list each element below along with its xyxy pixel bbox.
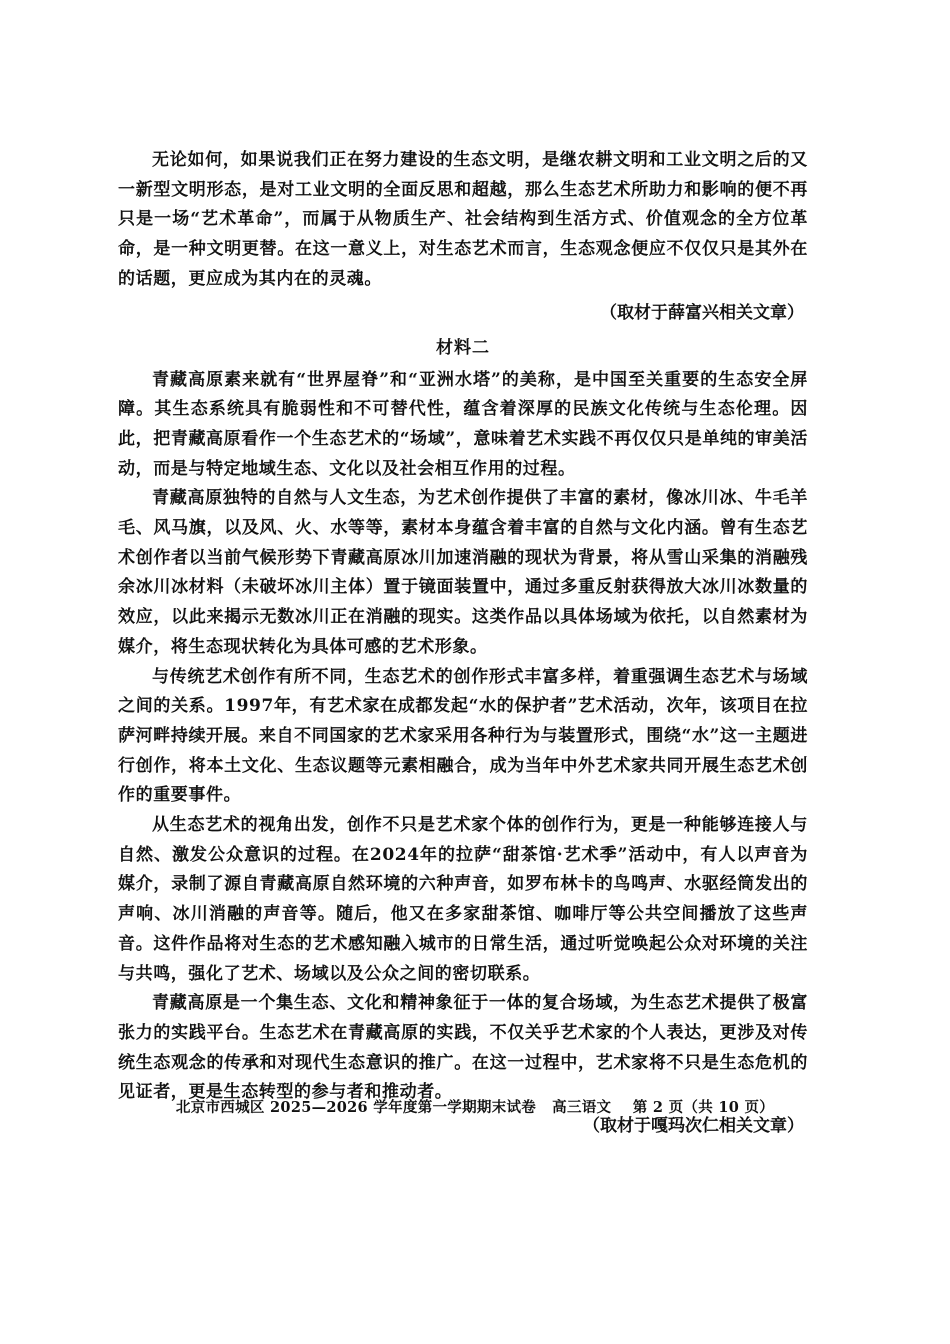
material-two-paragraph-4: 从生态艺术的视角出发，创作不只是艺术家个体的创作行为，更是一种能够连接人与自然、激发公众意识的过程。在2024年的拉萨“甜茶馆·艺术季”活动中，有人以声音为媒介，录制了源自青藏高原自然环境的六种声音，如罗布林卡的鸟鸣声、水驱经筒发出的声响、冰川消融的声音等。随后，他又在多家甜茶馆、咖啡厅等公共空间播放了这些声音。这件作品将对生态的艺术感知融入城市的日常生活，通过听觉唤起公众对环境的关注与共鸣，强化了艺术、场域以及公众之间的密切联系。 xyxy=(118,815,808,984)
material-one-source: （取材于薛富兴相关文章） xyxy=(600,302,804,323)
material-two-paragraph-5: 青藏高原是一个集生态、文化和精神象征于一体的复合场域，为生态艺术提供了极富张力的实践平台。生态艺术在青藏高原的实践，不仅关乎艺术家的个人表达，更涉及对传统生态观念的传承和对现代生态意识的推广。在这一过程中，艺术家将不只是生态危机的见证者，更是生态转型的参与者和推动者。 xyxy=(118,993,808,1103)
page-content xyxy=(118,146,808,1141)
material-two-source: （取材于嘎玛次仁相关文章） xyxy=(583,1116,804,1137)
material-two-paragraph-2: 青藏高原独特的自然与人文生态，为艺术创作提供了丰富的素材，像冰川冰、牛毛羊毛、风马旗，以及风、火、水等等，素材本身蕴含着丰富的自然与文化内涵。曾有生态艺术创作者以当前气候形势下青藏高原冰川加速消融的现状为背景，将从雪山采集的消融残余冰川冰材料（未破坏冰川主体）置于镜面装置中，通过多重反射获得放大冰川冰数量的效应，以此来揭示无数冰川正在消融的现实。这类作品以具体场域为依托，以自然素材为媒介，将生态现状转化为具体可感的艺术形象。 xyxy=(118,488,808,657)
material-one-paragraph: 无论如何，如果说我们正在努力建设的生态文明，是继农耕文明和工业文明之后的又一新型文明形态，是对工业文明的全面反思和超越，那么生态艺术所助力和影响的便不再只是一场“艺术革命”，而属于从物质生产、社会结构到生活方式、价值观念的全方位革命，是一种文明更替。在这一意义上，对生态艺术而言，生态观念便应不仅仅只是其外在的话题，更应成为其内在的灵魂。 xyxy=(118,150,808,289)
material-two-heading: 材料二 xyxy=(436,337,490,358)
page-footer: 北京市西城区 2025—2026 学年度第一学期期末试卷 高三语文 第 2 页（共 10 页） xyxy=(175,1099,775,1116)
material-two-paragraph-1: 青藏高原素来就有“世界屋脊”和“亚洲水塔”的美称，是中国至关重要的生态安全屏障。其生态系统具有脆弱性和不可替代性，蕴含着深厚的民族文化传统与生态伦理。因此，把青藏高原看作一个生态艺术的“场域”，意味着艺术实践不再仅仅只是单纯的审美活动，而是与特定地域生态、文化以及社会相互作用的过程。 xyxy=(118,369,808,479)
material-two-paragraph-3: 与传统艺术创作有所不同，生态艺术的创作形式丰富多样，着重强调生态艺术与场域之间的关系。1997年，有艺术家在成都发起“水的保护者”艺术活动，次年，该项目在拉萨河畔持续开展。来自不同国家的艺术家采用各种行为与装置形式，围绕“水”这一主题进行创作，将本土文化、生态议题等元素相融合，成为当年中外艺术家共同开展生态艺术创作的重要事件。 xyxy=(118,666,808,806)
